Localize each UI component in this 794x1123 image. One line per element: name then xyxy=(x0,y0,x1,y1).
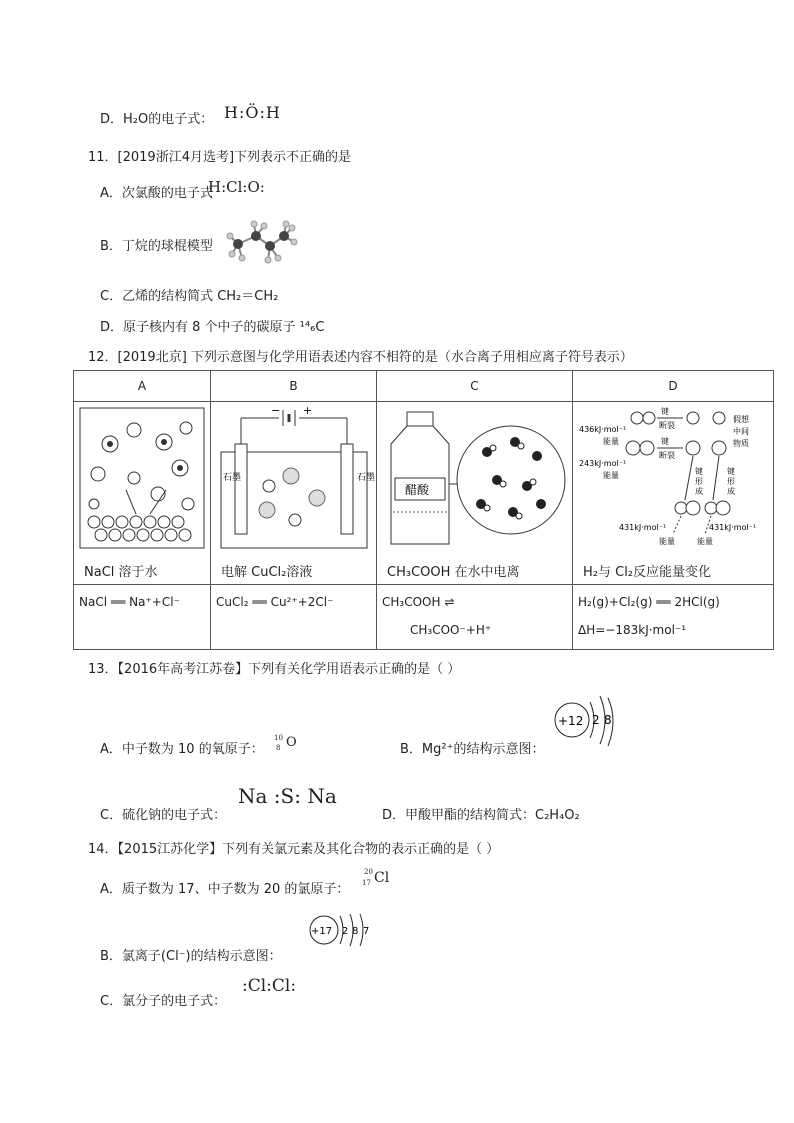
caption-c: CH₃COOH 在水中电离 xyxy=(387,565,520,580)
water-electron-formula-text: H:Ö:H xyxy=(224,103,281,122)
header-b: B xyxy=(211,371,377,402)
svg-text:键: 键 xyxy=(661,437,669,446)
q14-stem: 14．【2015江苏化学】下列有关氯元素及其化合物的表示正确的是（ ） xyxy=(88,842,500,857)
cl-ion-structure-diagram xyxy=(306,908,378,952)
equation-d-line1: H₂(g)+Cl₂(g) ══ 2HCl(g) xyxy=(578,595,720,609)
q10-option-d-label: D．H₂O的电子式： xyxy=(100,112,214,127)
q10-option-d xyxy=(100,108,213,127)
diagram-a-cell xyxy=(74,402,211,585)
q13-option-b: B．Mg²⁺的结构示意图： xyxy=(400,742,545,757)
q14-option-c: C．氯分子的电子式： xyxy=(100,994,227,1009)
q11-option-d: D．原子核内有 8 个中子的碳原子 ¹⁴₆C xyxy=(100,320,325,335)
svg-text:键: 键 xyxy=(695,467,703,476)
q13-option-d: D．甲酸甲酯的结构简式：C₂H₄O₂ xyxy=(382,808,580,823)
equation-d xyxy=(573,585,774,650)
equation-c xyxy=(377,585,573,650)
q12-table xyxy=(73,370,774,650)
cl-shell-2: 8 xyxy=(352,926,359,937)
nacl-dissolving-diagram xyxy=(74,404,210,554)
svg-text:+: + xyxy=(303,404,313,417)
header-d: D xyxy=(573,371,774,402)
energy-243: 243kJ·mol⁻¹ xyxy=(579,459,627,468)
butane-ball-stick-model xyxy=(222,216,302,268)
caption-a: NaCl 溶于水 xyxy=(84,565,158,580)
energy-431-right: 431kJ·mol⁻¹ xyxy=(709,523,757,532)
cl-shell-1: 2 xyxy=(342,926,349,937)
q12-stem: 12．[2019北京] 下列示意图与化学用语表述内容不相符的是（水合离子用相应离子符号表示） xyxy=(88,350,633,365)
diagram-b-cell xyxy=(211,402,377,585)
svg-text:成: 成 xyxy=(695,487,703,496)
equation-d-line2: ΔH=−183kJ·mol⁻¹ xyxy=(578,623,687,637)
energy-label-1: 能量 xyxy=(603,437,619,446)
svg-text:中间: 中间 xyxy=(733,427,749,436)
mg-shell-1: 2 xyxy=(592,713,600,727)
q11-stem: 11．[2019浙江4月选考]下列表示不正确的是 xyxy=(88,150,352,165)
mg-shell-2: 8 xyxy=(604,713,612,727)
hclo-electron-formula: H:Cl:O: xyxy=(208,178,265,196)
equation-c-line2: CH₃COO⁻+H⁺ xyxy=(410,623,492,637)
energy-436: 436kJ·mol⁻¹ xyxy=(579,425,627,434)
header-a: A xyxy=(74,371,211,402)
cl-nucleus-charge: +17 xyxy=(311,926,333,937)
svg-text:形: 形 xyxy=(695,477,703,486)
q13-option-c: C．硫化钠的电子式： xyxy=(100,808,227,823)
header-c: C xyxy=(377,371,573,402)
diagram-d-cell xyxy=(573,402,774,585)
energy-label-2: 能量 xyxy=(603,471,619,480)
chlorine-atomic-number: 17 xyxy=(362,879,371,887)
svg-text:物质: 物质 xyxy=(733,439,749,448)
water-electron-formula xyxy=(224,103,281,122)
svg-text:假想: 假想 xyxy=(733,415,749,424)
equation-a xyxy=(74,585,211,650)
oxygen-symbol: O xyxy=(286,735,297,750)
equation-b-line: CuCl₂ ══ Cu²⁺+2Cl⁻ xyxy=(216,595,334,609)
oxygen-atomic-number: 8 xyxy=(276,744,281,752)
equation-b xyxy=(211,585,377,650)
chlorine-mass-number: 20 xyxy=(364,868,373,876)
svg-text:−: − xyxy=(271,404,281,417)
svg-text:键: 键 xyxy=(727,467,735,476)
q14-option-b: B．氯离子(Cl⁻)的结构示意图： xyxy=(100,949,282,964)
cucl2-electrolysis-diagram xyxy=(211,404,375,554)
caption-b: 电解 CuCl₂溶液 xyxy=(221,565,313,580)
caption-d: H₂与 Cl₂反应能量变化 xyxy=(583,565,712,580)
equation-a-line: NaCl ══ Na⁺+Cl⁻ xyxy=(79,595,180,609)
q13-option-a: A．中子数为 10 的氧原子： xyxy=(100,742,264,757)
q11-option-a: A．次氯酸的电子式 xyxy=(100,186,213,201)
svg-text:成: 成 xyxy=(727,487,735,496)
acetic-acid-bottle-label: 醋酸 xyxy=(405,483,430,497)
cl-shell-3: 7 xyxy=(363,926,370,937)
chlorine-symbol: Cl xyxy=(374,870,390,886)
h2-cl2-energy-diagram xyxy=(573,404,772,554)
svg-text:键: 键 xyxy=(661,407,669,416)
energy-label-4: 能量 xyxy=(697,537,713,546)
mg-ion-structure-diagram xyxy=(552,692,622,752)
graphite-label-left: 石墨 xyxy=(223,473,242,483)
cl2-electron-formula: :Cl:Cl: xyxy=(242,976,297,996)
q11-option-b: B．丁烷的球棍模型 xyxy=(100,239,213,254)
equation-c-line1: CH₃COOH ⇌ xyxy=(382,595,455,609)
na2s-electron-formula: Na :S: Na xyxy=(238,784,337,808)
mg-nucleus-charge: +12 xyxy=(558,714,584,728)
graphite-label-right: 石墨 xyxy=(357,473,375,483)
acetic-acid-ionization-diagram xyxy=(377,404,571,554)
q13-stem: 13．【2016年高考江苏卷】下列有关化学用语表示正确的是（ ） xyxy=(88,662,461,677)
q14-option-a: A．质子数为 17、中子数为 20 的氯原子： xyxy=(100,882,350,897)
svg-text:断裂: 断裂 xyxy=(659,421,675,430)
energy-label-3: 能量 xyxy=(659,537,675,546)
svg-text:形: 形 xyxy=(727,477,735,486)
diagram-c-cell xyxy=(377,402,573,585)
oxygen-mass-number: 10 xyxy=(274,734,283,742)
energy-431-left: 431kJ·mol⁻¹ xyxy=(619,523,667,532)
q11-option-c: C．乙烯的结构简式 CH₂＝CH₂ xyxy=(100,289,279,304)
svg-text:断裂: 断裂 xyxy=(659,451,675,460)
